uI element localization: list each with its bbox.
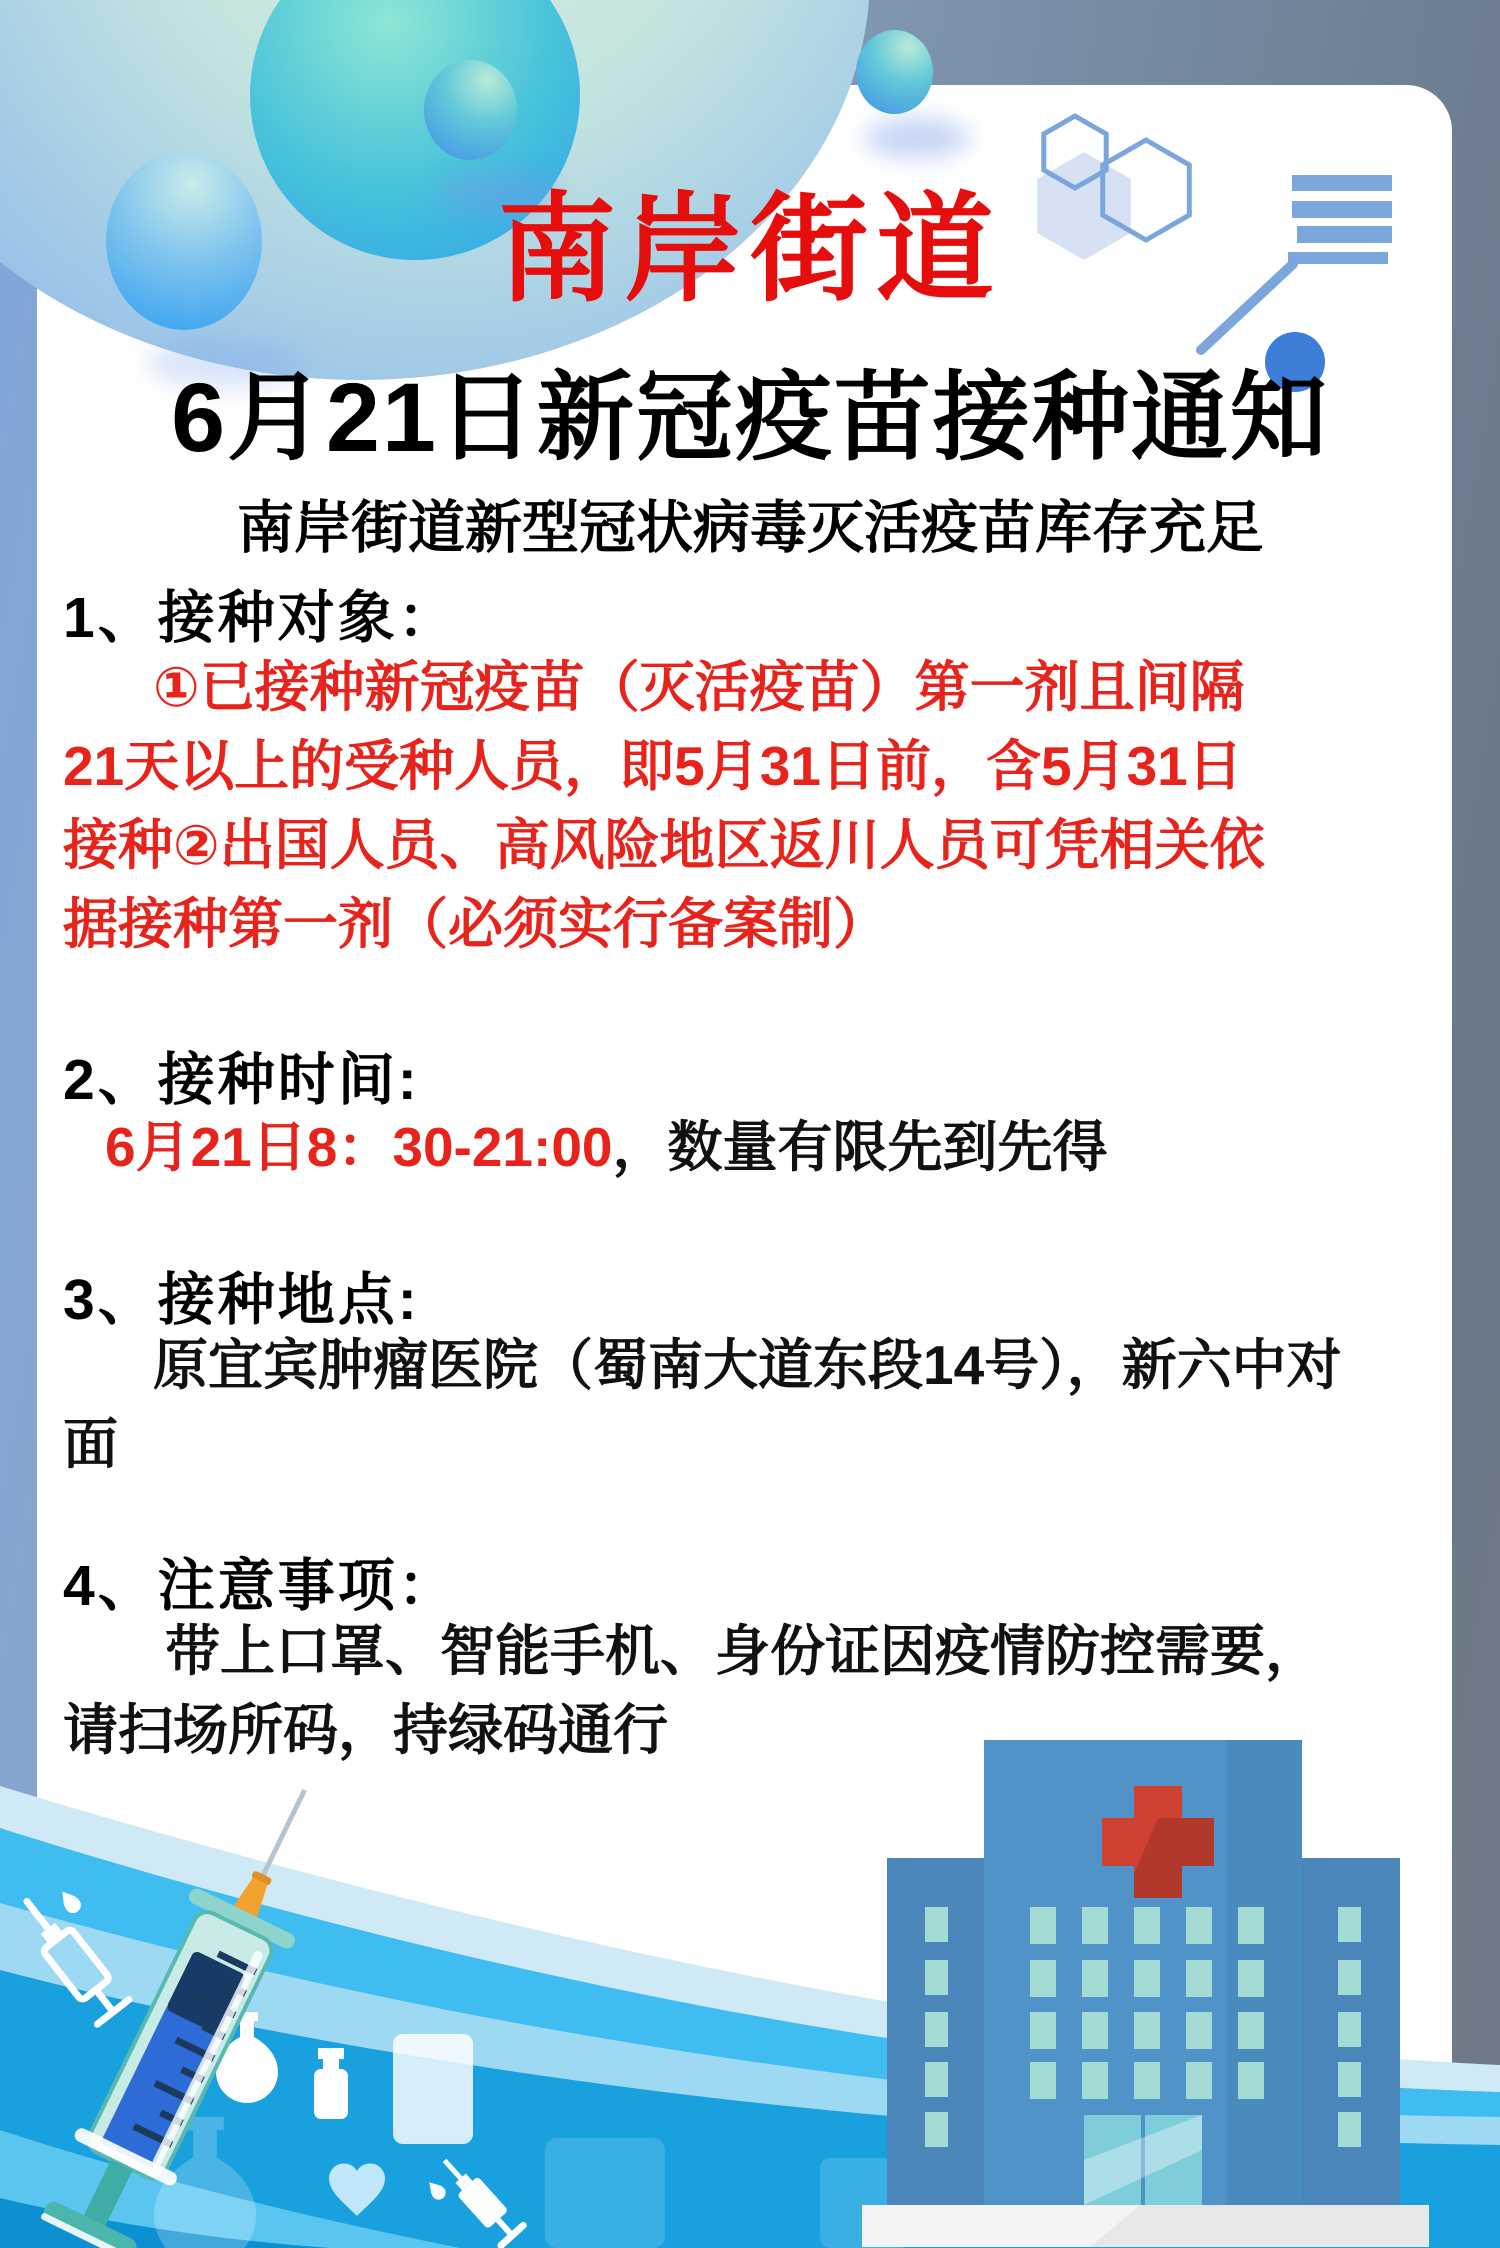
text-line: 原宜宾肿瘤医院（蜀南大道东段14号），新六中对 bbox=[153, 1334, 1342, 1396]
section-2-heading: 2、接种时间: bbox=[63, 1048, 420, 1112]
time-red-text: 6月21日8：30-21:00 bbox=[105, 1116, 613, 1178]
bubble-shadow bbox=[864, 118, 970, 158]
section-2-paragraph bbox=[63, 1108, 1443, 1187]
section-1-heading: 1、接种对象： bbox=[63, 586, 458, 650]
text-line: 带上口罩、智能手机、身份证因疫情防控需要， bbox=[165, 1620, 1321, 1682]
bubble-icon bbox=[856, 30, 933, 114]
text-line bbox=[63, 1108, 1443, 1187]
bubble-icon bbox=[424, 60, 517, 160]
subtitle: 南岸街道新型冠状病毒灭活疫苗库存充足 bbox=[237, 496, 1263, 560]
text-line: 接种②出国人员、高风险地区返川人员可凭相关依 bbox=[63, 814, 1265, 876]
section-3-paragraph bbox=[63, 1326, 1443, 1484]
faint-square-icon bbox=[545, 2138, 665, 2248]
text-line: 请扫场所码，持绿码通行 bbox=[63, 1699, 669, 1761]
vial-icon bbox=[314, 2048, 348, 2119]
hospital-icon bbox=[830, 1740, 1440, 2248]
time-black-text: ，数量有限先到先得 bbox=[612, 1116, 1108, 1178]
page-title: 6月21日新冠疫苗接种通知 bbox=[171, 363, 1329, 472]
text-line: 据接种第一剂（必须实行备案制） bbox=[63, 893, 889, 955]
text-line: ①已接种新冠疫苗（灭活疫苗）第一剂且间隔 bbox=[153, 656, 1245, 718]
section-3-heading: 3、接种地点: bbox=[63, 1268, 420, 1332]
text-line: 面 bbox=[63, 1413, 119, 1475]
section-1-paragraph bbox=[63, 648, 1443, 964]
section-4-heading: 4、注意事项： bbox=[63, 1554, 458, 1618]
text-line: 21天以上的受种人员，即5月31日前，含5月31日 bbox=[63, 735, 1243, 797]
rounded-card-icon bbox=[393, 2034, 473, 2144]
brand-title: 南岸街道 bbox=[497, 184, 1002, 316]
